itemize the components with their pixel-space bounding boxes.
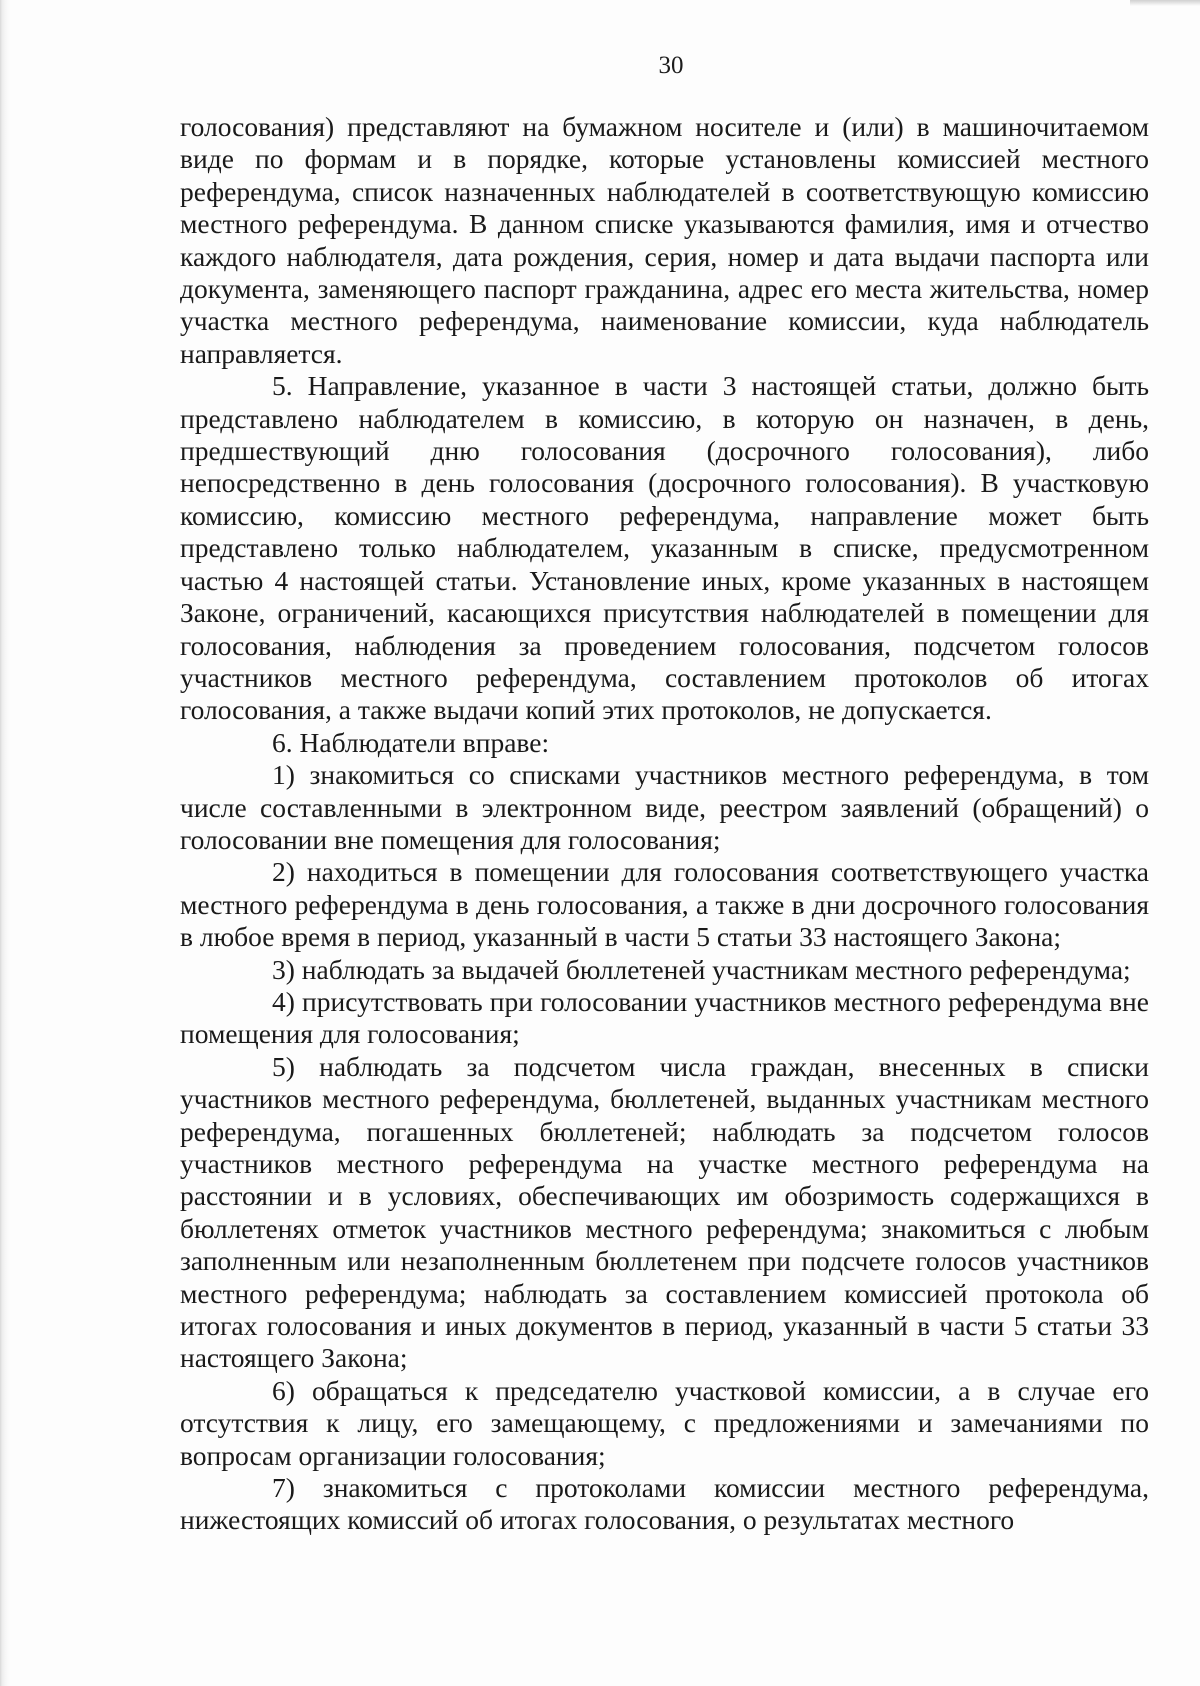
list-item-4: 4) присутствовать при голосовании участников местного референдума вне помещения для голосования;: [180, 985, 1149, 1050]
paragraph-continuation: голосования) представляют на бумажном носителе и (или) в машиночитаемом виде по формам и в порядке, которые установлены комиссией местного референдума, список назначенных наблюдателей в соответствующую комиссию местного референдума. В данном списке указываются фамилия, имя и отчество каждого наблюдателя, дата рождения, серия, номер и дата выдачи паспорта или документа, заменяющего паспорт гражданина, адрес его места жительства, номер участка местного референдума, наименование комиссии, куда наблюдатель направляется.: [180, 111, 1149, 369]
body-text: [180, 111, 1149, 1537]
list-item-6: 6) обращаться к председателю участковой комиссии, а в случае его отсутствия к лицу, его замещающему, с предложениями и замечаниями по вопросам организации голосования;: [180, 1374, 1149, 1471]
paragraph-part-6: 6. Наблюдатели вправе:: [272, 726, 550, 758]
paragraph-part-5: 5. Направление, указанное в части 3 настоящей статьи, должно быть представлено наблюдателем в комиссию, в которую он назначен, в день, предшествующий дню голосования (досрочного голосования), либо непосредственно в день голосования (досрочного голосования). В участковую комиссию, комиссию местного референдума, направление может быть представлено только наблюдателем, указанным в списке, предусмотренном частью 4 настоящей статьи. Установление иных, кроме указанных в настоящем Законе, ограничений, касающихся присутствия наблюдателей в помещении для голосования, наблюдения за проведением голосования, подсчетом голосов участников местного референдума, составлением протоколов об итогах голосования, а также выдачи копий этих протоколов, не допускается.: [180, 370, 1149, 726]
list-item-7: 7) знакомиться с протоколами комиссии местного референдума, нижестоящих комиссий об итогах голосования, о результатах местного: [180, 1472, 1149, 1536]
scan-shadow-left: [0, 0, 10, 1686]
page-number: 30: [658, 52, 684, 79]
list-item-3: 3) наблюдать за выдачей бюллетеней участникам местного референдума;: [272, 953, 1131, 985]
scan-shadow-top: [1130, 0, 1200, 6]
list-item-2: 2) находиться в помещении для голосования соответствующего участка местного референдума в день голосования, а также в дни досрочного голосования в любое время в период, указанный в части 5 статьи 33 настоящего Закона;: [180, 856, 1149, 953]
list-item-1: 1) знакомиться со списками участников местного референдума, в том числе составленными в электронном виде, реестром заявлений (обращений) о голосовании вне помещения для голосования;: [180, 759, 1149, 855]
list-item-5: 5) наблюдать за подсчетом числа граждан, внесенных в списки участников местного референдума, бюллетеней, выданных участникам местного референдума, погашенных бюллетеней; наблюдать за подсчетом голосов участников местного референдума на участке местного референдума на расстоянии и в условиях, обеспечивающих им обозримость содержащихся в бюллетенях отметок участников местного референдума; знакомиться с любым заполненным или незаполненным бюллетенем при подсчете голосов участников местного референдума; наблюдать за составлением комиссией протокола об итогах голосования и иных документов в период, указанный в части 5 статьи 33 настоящего Закона;: [180, 1050, 1149, 1374]
